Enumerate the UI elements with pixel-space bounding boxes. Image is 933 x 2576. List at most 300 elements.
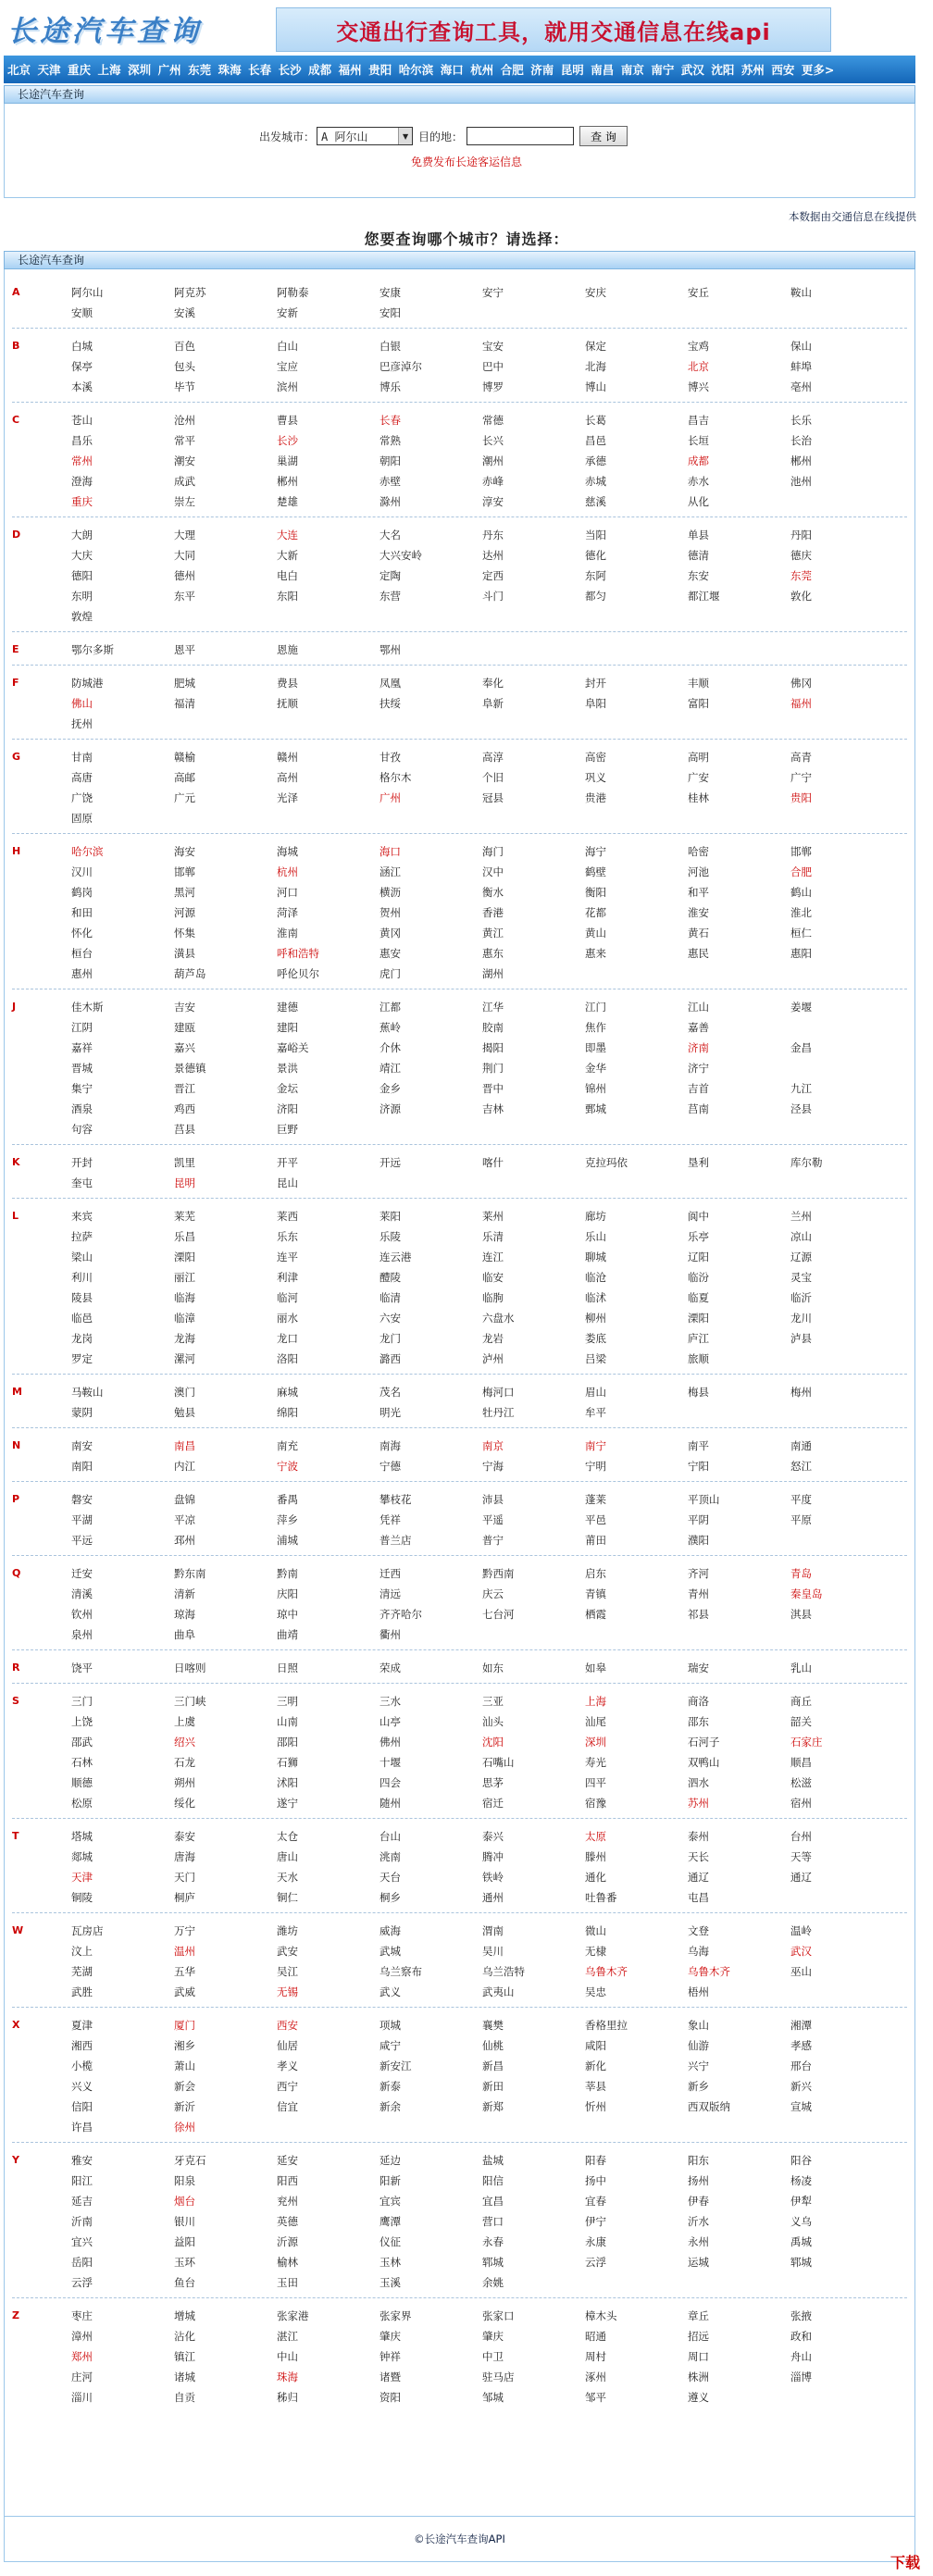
city-link[interactable]: 新沂 xyxy=(174,2100,195,2113)
city-link[interactable]: 丹东 xyxy=(482,529,504,541)
city-link[interactable]: 荣成 xyxy=(379,1661,401,1674)
city-link[interactable]: 泗水 xyxy=(688,1776,709,1789)
city-link[interactable]: 兴宁 xyxy=(688,2060,709,2072)
city-link[interactable]: 长治 xyxy=(790,434,812,447)
city-link[interactable]: 昆山 xyxy=(277,1176,298,1189)
city-link[interactable]: 东平 xyxy=(174,590,195,603)
city-link[interactable]: 太仓 xyxy=(277,1830,298,1843)
city-link[interactable]: 大名 xyxy=(379,529,401,541)
city-link[interactable]: 罗定 xyxy=(71,1352,93,1365)
city-link[interactable]: 晋城 xyxy=(71,1062,93,1075)
city-link[interactable]: 桐乡 xyxy=(379,1891,401,1904)
city-link[interactable]: 山南 xyxy=(277,1715,298,1728)
city-link[interactable]: 钟祥 xyxy=(379,2350,401,2363)
city-link[interactable]: 日照 xyxy=(277,1661,298,1674)
city-link[interactable]: 临河 xyxy=(277,1291,298,1304)
city-link[interactable]: 十堰 xyxy=(379,1756,401,1769)
city-link[interactable]: 琼海 xyxy=(174,1608,195,1621)
city-link[interactable]: 萍乡 xyxy=(277,1513,298,1526)
city-link[interactable]: 肥城 xyxy=(174,677,195,690)
city-link[interactable]: 上虞 xyxy=(174,1715,195,1728)
city-link[interactable]: 来宾 xyxy=(71,1210,93,1223)
city-link[interactable]: 青州 xyxy=(688,1587,709,1600)
city-link[interactable]: 玉田 xyxy=(277,2276,298,2289)
city-link[interactable]: 广元 xyxy=(174,791,195,804)
city-link[interactable]: 无锡 xyxy=(277,1985,298,1998)
city-link[interactable]: 高邮 xyxy=(174,771,195,784)
city-link[interactable]: 长垣 xyxy=(688,434,709,447)
city-link[interactable]: 绥化 xyxy=(174,1797,195,1810)
city-link[interactable]: 楚雄 xyxy=(277,495,298,508)
city-link[interactable]: 乐昌 xyxy=(174,1230,195,1243)
city-link[interactable]: 武汉 xyxy=(790,1945,812,1958)
city-link[interactable]: 敦煌 xyxy=(71,610,93,623)
nav-city-item[interactable]: 海口 xyxy=(440,63,464,77)
city-link[interactable]: 电白 xyxy=(277,569,298,582)
city-link[interactable]: 封开 xyxy=(585,677,606,690)
city-link[interactable]: 乐东 xyxy=(277,1230,298,1243)
city-link[interactable]: 乌兰察布 xyxy=(379,1965,422,1978)
city-link[interactable]: 屯昌 xyxy=(688,1891,709,1904)
city-link[interactable]: 沂南 xyxy=(71,2215,93,2228)
city-link[interactable]: 黔南 xyxy=(277,1567,298,1580)
city-link[interactable]: 浦城 xyxy=(277,1534,298,1547)
city-link[interactable]: 烟台 xyxy=(174,2195,195,2208)
city-link[interactable]: 海宁 xyxy=(585,845,606,858)
city-link[interactable]: 番禺 xyxy=(277,1493,298,1506)
city-link[interactable]: 惠安 xyxy=(379,947,401,960)
city-link[interactable]: 肇庆 xyxy=(482,2330,504,2343)
city-link[interactable]: 唐山 xyxy=(277,1850,298,1863)
city-link[interactable]: 和平 xyxy=(688,886,709,899)
city-link[interactable]: 南平 xyxy=(688,1439,709,1452)
city-link[interactable]: 天津 xyxy=(71,1871,93,1884)
city-link[interactable]: 即墨 xyxy=(585,1041,606,1054)
city-link[interactable]: 大同 xyxy=(174,549,195,562)
city-link[interactable]: 常平 xyxy=(174,434,195,447)
city-link[interactable]: 成武 xyxy=(174,475,195,488)
city-link[interactable]: 鸡西 xyxy=(174,1102,195,1115)
city-link[interactable]: 咸阳 xyxy=(585,2039,606,2052)
city-link[interactable]: 运城 xyxy=(688,2256,709,2269)
city-link[interactable]: 遂宁 xyxy=(277,1797,298,1810)
city-link[interactable]: 沭阳 xyxy=(277,1776,298,1789)
city-link[interactable]: 东明 xyxy=(71,590,93,603)
city-link[interactable]: 从化 xyxy=(688,495,709,508)
city-link[interactable]: 四平 xyxy=(585,1776,606,1789)
city-link[interactable]: 张掖 xyxy=(790,2309,812,2322)
city-link[interactable]: 常熟 xyxy=(379,434,401,447)
city-link[interactable]: 武夷山 xyxy=(482,1985,515,1998)
city-link[interactable]: 赤水 xyxy=(688,475,709,488)
city-link[interactable]: 鱼台 xyxy=(174,2276,195,2289)
city-link[interactable]: 清溪 xyxy=(71,1587,93,1600)
city-link[interactable]: 石龙 xyxy=(174,1756,195,1769)
city-link[interactable]: 双鸭山 xyxy=(688,1756,720,1769)
city-link[interactable]: 洮南 xyxy=(379,1850,401,1863)
city-link[interactable]: 平遥 xyxy=(482,1513,504,1526)
city-link[interactable]: 云浮 xyxy=(71,2276,93,2289)
city-link[interactable]: 都匀 xyxy=(585,590,606,603)
city-link[interactable]: 宿州 xyxy=(790,1797,812,1810)
city-link[interactable]: 垦利 xyxy=(688,1156,709,1169)
city-link[interactable]: 芜湖 xyxy=(71,1965,93,1978)
city-link[interactable]: 孝义 xyxy=(277,2060,298,2072)
nav-city-item[interactable]: 天津 xyxy=(37,63,61,77)
city-link[interactable]: 滕州 xyxy=(585,1850,606,1863)
city-link[interactable]: 太原 xyxy=(585,1830,606,1843)
site-logo[interactable]: 长途汽车查询 xyxy=(7,15,202,48)
city-link[interactable]: 张家口 xyxy=(482,2309,515,2322)
nav-city-item[interactable]: 南昌 xyxy=(591,63,615,77)
city-link[interactable]: 衡阳 xyxy=(585,886,606,899)
city-link[interactable]: 广州 xyxy=(379,791,401,804)
city-link[interactable]: 廊坊 xyxy=(585,1210,606,1223)
city-link[interactable]: 怒江 xyxy=(790,1460,812,1473)
city-link[interactable]: 东阿 xyxy=(585,569,606,582)
city-link[interactable]: 丽江 xyxy=(174,1271,195,1284)
city-link[interactable]: 奉化 xyxy=(482,677,504,690)
city-link[interactable]: 敦化 xyxy=(790,590,812,603)
city-link[interactable]: 漳州 xyxy=(71,2330,93,2343)
city-link[interactable]: 福州 xyxy=(790,697,812,710)
city-link[interactable]: 长乐 xyxy=(790,414,812,427)
city-link[interactable]: 晋江 xyxy=(174,1082,195,1095)
city-link[interactable]: 安丘 xyxy=(688,286,709,299)
city-link[interactable]: 玉溪 xyxy=(379,2276,401,2289)
city-link[interactable]: 茂名 xyxy=(379,1386,401,1399)
city-link[interactable]: 永康 xyxy=(585,2235,606,2248)
city-link[interactable]: 台州 xyxy=(790,1830,812,1843)
nav-city-item[interactable]: 苏州 xyxy=(740,63,765,77)
city-link[interactable]: 仙游 xyxy=(688,2039,709,2052)
city-link[interactable]: 巢湖 xyxy=(277,454,298,467)
city-link[interactable]: 新郑 xyxy=(482,2100,504,2113)
nav-city-item[interactable]: 更多> xyxy=(801,63,835,77)
city-link[interactable]: 涿州 xyxy=(585,2371,606,2383)
city-link[interactable]: 库尔勒 xyxy=(790,1156,823,1169)
city-link[interactable]: 常德 xyxy=(482,414,504,427)
city-link[interactable]: 石河子 xyxy=(688,1736,720,1748)
city-link[interactable]: 泉州 xyxy=(71,1628,93,1641)
city-link[interactable]: 锦州 xyxy=(585,1082,606,1095)
city-link[interactable]: 金坛 xyxy=(277,1082,298,1095)
city-link[interactable]: 顺德 xyxy=(71,1776,93,1789)
city-link[interactable]: 牡丹江 xyxy=(482,1406,515,1419)
city-link[interactable]: 昭通 xyxy=(585,2330,606,2343)
city-link[interactable]: 驻马店 xyxy=(482,2371,515,2383)
city-link[interactable]: 三门 xyxy=(71,1695,93,1708)
city-link[interactable]: 佛山 xyxy=(71,697,93,710)
destination-input[interactable] xyxy=(466,127,574,145)
city-link[interactable]: 抚州 xyxy=(71,717,93,730)
city-link[interactable]: 连平 xyxy=(277,1251,298,1263)
nav-city-item[interactable]: 贵阳 xyxy=(368,63,392,77)
city-link[interactable]: 新化 xyxy=(585,2060,606,2072)
city-link[interactable]: 横沥 xyxy=(379,886,401,899)
city-link[interactable]: 安顺 xyxy=(71,306,93,319)
city-link[interactable]: 桂林 xyxy=(688,791,709,804)
city-link[interactable]: 潮州 xyxy=(482,454,504,467)
city-link[interactable]: 乐亭 xyxy=(688,1230,709,1243)
city-link[interactable]: 绍兴 xyxy=(174,1736,195,1748)
city-link[interactable]: 淄博 xyxy=(790,2371,812,2383)
city-link[interactable]: 沾化 xyxy=(174,2330,195,2343)
city-link[interactable]: 临朐 xyxy=(482,1291,504,1304)
city-link[interactable]: 德阳 xyxy=(71,569,93,582)
city-link[interactable]: 邯郸 xyxy=(790,845,812,858)
city-link[interactable]: 百色 xyxy=(174,340,195,353)
nav-city-item[interactable]: 成都 xyxy=(308,63,332,77)
city-link[interactable]: 承德 xyxy=(585,454,606,467)
city-link[interactable]: 伊春 xyxy=(688,2195,709,2208)
city-link[interactable]: 云浮 xyxy=(585,2256,606,2269)
city-link[interactable]: 小榄 xyxy=(71,2060,93,2072)
nav-city-item[interactable]: 武汉 xyxy=(680,63,704,77)
city-link[interactable]: 嘉善 xyxy=(688,1021,709,1034)
city-link[interactable]: 麻城 xyxy=(277,1386,298,1399)
city-link[interactable]: 开封 xyxy=(71,1156,93,1169)
city-link[interactable]: 象山 xyxy=(688,2019,709,2032)
city-link[interactable]: 平顶山 xyxy=(688,1493,720,1506)
city-link[interactable]: 格尔木 xyxy=(379,771,412,784)
city-link[interactable]: 汕尾 xyxy=(585,1715,606,1728)
city-link[interactable]: 郴州 xyxy=(277,475,298,488)
city-link[interactable]: 哈尔滨 xyxy=(71,845,104,858)
city-link[interactable]: 大兴安岭 xyxy=(379,549,422,562)
city-link[interactable]: 启东 xyxy=(585,1567,606,1580)
city-link[interactable]: 巨野 xyxy=(277,1123,298,1136)
city-link[interactable]: 南安 xyxy=(71,1439,93,1452)
city-link[interactable]: 乌海 xyxy=(688,1945,709,1958)
nav-city-item[interactable]: 上海 xyxy=(97,63,121,77)
city-link[interactable]: 湛江 xyxy=(277,2330,298,2343)
city-link[interactable]: 安庆 xyxy=(585,286,606,299)
nav-city-item[interactable]: 杭州 xyxy=(470,63,494,77)
city-link[interactable]: 商丘 xyxy=(790,1695,812,1708)
city-link[interactable]: 台山 xyxy=(379,1830,401,1843)
city-link[interactable]: 潢县 xyxy=(174,947,195,960)
city-link[interactable]: 丰顺 xyxy=(688,677,709,690)
city-link[interactable]: 漯河 xyxy=(174,1352,195,1365)
city-link[interactable]: 连云港 xyxy=(379,1251,412,1263)
city-link[interactable]: 玉林 xyxy=(379,2256,401,2269)
city-link[interactable]: 平湖 xyxy=(71,1513,93,1526)
city-link[interactable]: 黄石 xyxy=(688,927,709,940)
nav-city-item[interactable]: 合肥 xyxy=(500,63,524,77)
city-link[interactable]: 南阳 xyxy=(71,1460,93,1473)
city-link[interactable]: 阿克苏 xyxy=(174,286,206,299)
city-link[interactable]: 巴中 xyxy=(482,360,504,373)
city-link[interactable]: 长葛 xyxy=(585,414,606,427)
city-link[interactable]: 江华 xyxy=(482,1001,504,1014)
city-link[interactable]: 泸县 xyxy=(790,1332,812,1345)
city-link[interactable]: 赣榆 xyxy=(174,751,195,764)
nav-city-item[interactable]: 福州 xyxy=(338,63,362,77)
city-link[interactable]: 蚌埠 xyxy=(790,360,812,373)
nav-city-item[interactable]: 重庆 xyxy=(68,63,92,77)
city-link[interactable]: 临清 xyxy=(379,1291,401,1304)
city-link[interactable]: 西双版纳 xyxy=(688,2100,730,2113)
city-link[interactable]: 苏州 xyxy=(688,1797,709,1810)
city-link[interactable]: 章丘 xyxy=(688,2309,709,2322)
city-link[interactable]: 博罗 xyxy=(482,380,504,393)
city-link[interactable]: 长兴 xyxy=(482,434,504,447)
city-link[interactable]: 曲阜 xyxy=(174,1628,195,1641)
city-link[interactable]: 昌吉 xyxy=(688,414,709,427)
city-link[interactable]: 惠阳 xyxy=(790,947,812,960)
city-link[interactable]: 潮安 xyxy=(174,454,195,467)
city-link[interactable]: 泾县 xyxy=(790,1102,812,1115)
city-link[interactable]: 包头 xyxy=(174,360,195,373)
city-link[interactable]: 鄄城 xyxy=(585,1102,606,1115)
city-link[interactable]: 姜堰 xyxy=(790,1001,812,1014)
city-link[interactable]: 永州 xyxy=(688,2235,709,2248)
city-link[interactable]: 毕节 xyxy=(174,380,195,393)
city-link[interactable]: 泰兴 xyxy=(482,1830,504,1843)
city-link[interactable]: 金华 xyxy=(585,1062,606,1075)
nav-city-item[interactable]: 长春 xyxy=(248,63,272,77)
city-link[interactable]: 兖州 xyxy=(277,2195,298,2208)
city-link[interactable]: 常州 xyxy=(71,454,93,467)
city-link[interactable]: 青镇 xyxy=(585,1587,606,1600)
city-link[interactable]: 梧州 xyxy=(688,1985,709,1998)
city-link[interactable]: 肇庆 xyxy=(379,2330,401,2343)
city-link[interactable]: 邯郸 xyxy=(174,865,195,878)
city-link[interactable]: 阳春 xyxy=(585,2154,606,2167)
city-link[interactable]: 普宁 xyxy=(482,1534,504,1547)
city-link[interactable]: 温州 xyxy=(174,1945,195,1958)
city-link[interactable]: 天等 xyxy=(790,1850,812,1863)
city-link[interactable]: 黔东南 xyxy=(174,1567,206,1580)
city-link[interactable]: 怀集 xyxy=(174,927,195,940)
city-link[interactable]: 湘西 xyxy=(71,2039,93,2052)
city-link[interactable]: 营口 xyxy=(482,2215,504,2228)
city-link[interactable]: 建瓯 xyxy=(174,1021,195,1034)
city-link[interactable]: 汉川 xyxy=(71,865,93,878)
city-link[interactable]: 惠东 xyxy=(482,947,504,960)
city-link[interactable]: 衡水 xyxy=(482,886,504,899)
nav-city-item[interactable]: 深圳 xyxy=(128,63,152,77)
city-link[interactable]: 鄂州 xyxy=(379,643,401,656)
city-link[interactable]: 邵阳 xyxy=(277,1736,298,1748)
city-link[interactable]: 南昌 xyxy=(174,1439,195,1452)
city-link[interactable]: 济南 xyxy=(688,1041,709,1054)
city-link[interactable]: 乐山 xyxy=(585,1230,606,1243)
city-link[interactable]: 潍坊 xyxy=(277,1924,298,1937)
city-link[interactable]: 沂水 xyxy=(688,2215,709,2228)
city-link[interactable]: 甘南 xyxy=(71,751,93,764)
city-link[interactable]: 政和 xyxy=(790,2330,812,2343)
city-link[interactable]: 高密 xyxy=(585,751,606,764)
city-link[interactable]: 攀枝花 xyxy=(379,1493,412,1506)
city-link[interactable]: 北京 xyxy=(688,360,709,373)
city-link[interactable]: 临邑 xyxy=(71,1312,93,1325)
city-link[interactable]: 西安 xyxy=(277,2019,298,2032)
city-link[interactable]: 商洛 xyxy=(688,1695,709,1708)
city-link[interactable]: 郓城 xyxy=(790,2256,812,2269)
city-link[interactable]: 辽源 xyxy=(790,1251,812,1263)
city-link[interactable]: 海安 xyxy=(174,845,195,858)
city-link[interactable]: 龙海 xyxy=(174,1332,195,1345)
city-link[interactable]: 湖州 xyxy=(482,967,504,980)
city-link[interactable]: 呼和浩特 xyxy=(277,947,319,960)
city-link[interactable]: 如东 xyxy=(482,1661,504,1674)
city-link[interactable]: 临沭 xyxy=(585,1291,606,1304)
city-link[interactable]: 临漳 xyxy=(174,1312,195,1325)
city-link[interactable]: 盘锦 xyxy=(174,1493,195,1506)
city-link[interactable]: 香格里拉 xyxy=(585,2019,628,2032)
city-link[interactable]: 阳江 xyxy=(71,2174,93,2187)
city-link[interactable]: 定西 xyxy=(482,569,504,582)
city-link[interactable]: 张家界 xyxy=(379,2309,412,2322)
city-link[interactable]: 山亭 xyxy=(379,1715,401,1728)
city-link[interactable]: 迁西 xyxy=(379,1567,401,1580)
city-link[interactable]: 佛州 xyxy=(379,1736,401,1748)
city-link[interactable]: 新昌 xyxy=(482,2060,504,2072)
city-link[interactable]: 绵阳 xyxy=(277,1406,298,1419)
city-link[interactable]: 惠民 xyxy=(688,947,709,960)
city-link[interactable]: 大新 xyxy=(277,549,298,562)
city-link[interactable]: 吴忠 xyxy=(585,1985,606,1998)
city-link[interactable]: 淄川 xyxy=(71,2391,93,2404)
city-link[interactable]: 凉山 xyxy=(790,1230,812,1243)
city-link[interactable]: 乌兰浩特 xyxy=(482,1965,525,1978)
city-link[interactable]: 都江堰 xyxy=(688,590,720,603)
city-link[interactable]: 信阳 xyxy=(71,2100,93,2113)
city-link[interactable]: 福清 xyxy=(174,697,195,710)
city-link[interactable]: 盐城 xyxy=(482,2154,504,2167)
city-link[interactable]: 广饶 xyxy=(71,791,93,804)
city-link[interactable]: 和田 xyxy=(71,906,93,919)
city-link[interactable]: 中山 xyxy=(277,2350,298,2363)
city-link[interactable]: 南京 xyxy=(482,1439,504,1452)
city-link[interactable]: 新兴 xyxy=(790,2080,812,2093)
city-link[interactable]: 集宁 xyxy=(71,1082,93,1095)
city-link[interactable]: 明光 xyxy=(379,1406,401,1419)
city-link[interactable]: 腾冲 xyxy=(482,1850,504,1863)
city-link[interactable]: 忻州 xyxy=(585,2100,606,2113)
city-link[interactable]: 开远 xyxy=(379,1156,401,1169)
city-link[interactable]: 临沂 xyxy=(790,1291,812,1304)
city-link[interactable]: 河池 xyxy=(688,865,709,878)
city-link[interactable]: 遵义 xyxy=(688,2391,709,2404)
city-link[interactable]: 黄山 xyxy=(585,927,606,940)
city-link[interactable]: 恩平 xyxy=(174,643,195,656)
city-link[interactable]: 义乌 xyxy=(790,2215,812,2228)
city-link[interactable]: 费县 xyxy=(277,677,298,690)
city-link[interactable]: 巫山 xyxy=(790,1965,812,1978)
city-link[interactable]: 汉中 xyxy=(482,865,504,878)
city-link[interactable]: 蒙阴 xyxy=(71,1406,93,1419)
city-link[interactable]: 冠县 xyxy=(482,791,504,804)
chevron-down-icon[interactable]: ▼ xyxy=(398,128,412,144)
city-link[interactable]: 株洲 xyxy=(688,2371,709,2383)
city-link[interactable]: 建阳 xyxy=(277,1021,298,1034)
city-link[interactable]: 曹县 xyxy=(277,414,298,427)
city-link[interactable]: 大理 xyxy=(174,529,195,541)
city-link[interactable]: 石嘴山 xyxy=(482,1756,515,1769)
city-link[interactable]: 溧阳 xyxy=(174,1251,195,1263)
city-link[interactable]: 宝应 xyxy=(277,360,298,373)
city-link[interactable]: 阳泉 xyxy=(174,2174,195,2187)
city-link[interactable]: 邹平 xyxy=(585,2391,606,2404)
city-link[interactable]: 高明 xyxy=(688,751,709,764)
city-link[interactable]: 喀什 xyxy=(482,1156,504,1169)
city-link[interactable]: 本溪 xyxy=(71,380,93,393)
city-link[interactable]: 扬州 xyxy=(688,2174,709,2187)
city-link[interactable]: 铜陵 xyxy=(71,1891,93,1904)
